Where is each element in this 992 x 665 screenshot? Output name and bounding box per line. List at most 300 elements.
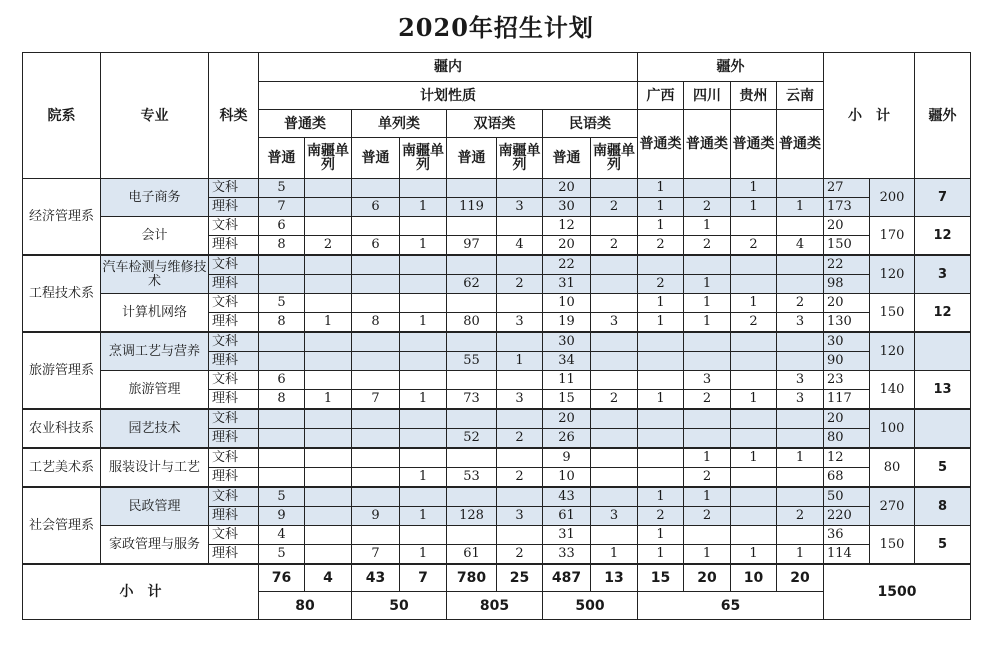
summary-out-total: 65: [638, 592, 824, 620]
plan-value-cell: [777, 526, 824, 545]
header-plan-nature: 计划性质: [259, 82, 638, 110]
plan-value-cell: 30: [543, 332, 591, 352]
plan-value-cell: [400, 217, 447, 236]
plan-value-cell: [591, 409, 638, 429]
plan-value-cell: 26: [543, 429, 591, 449]
track-cell: 理科: [209, 507, 259, 526]
plan-value-cell: 8: [259, 313, 305, 333]
plan-value-cell: [305, 217, 352, 236]
row-subtotal-cell: 98: [824, 275, 870, 294]
major-total-cell: 200: [870, 179, 915, 217]
department-cell: 农业科技系: [23, 409, 101, 448]
plan-value-cell: 1: [638, 313, 684, 333]
plan-value-cell: [259, 448, 305, 468]
summary-cell: 10: [731, 564, 777, 592]
header-cat-putong: 普通类: [259, 110, 352, 138]
plan-value-cell: [400, 294, 447, 313]
plan-value-cell: [638, 255, 684, 275]
plan-value-cell: 1: [684, 545, 731, 565]
major-cell: 家政管理与服务: [101, 526, 209, 565]
plan-value-cell: [447, 409, 497, 429]
plan-value-cell: 1: [400, 507, 447, 526]
table-row: [23, 294, 971, 313]
plan-value-cell: [684, 409, 731, 429]
plan-value-cell: 2: [777, 507, 824, 526]
plan-value-cell: [684, 179, 731, 198]
track-cell: 文科: [209, 448, 259, 468]
plan-value-cell: 1: [638, 487, 684, 507]
plan-value-cell: [352, 332, 400, 352]
plan-value-cell: [305, 507, 352, 526]
header-cat-minyu: 民语类: [543, 110, 638, 138]
plan-value-cell: [305, 429, 352, 449]
plan-value-cell: 4: [259, 526, 305, 545]
summary-cell: 20: [777, 564, 824, 592]
summary-cell: 7: [400, 564, 447, 592]
plan-value-cell: [400, 429, 447, 449]
plan-value-cell: [305, 332, 352, 352]
plan-value-cell: [305, 352, 352, 371]
plan-value-cell: [305, 275, 352, 294]
plan-value-cell: 55: [447, 352, 497, 371]
summary-putong-total: 80: [259, 592, 352, 620]
plan-value-cell: 2: [684, 468, 731, 488]
plan-value-cell: 1: [684, 217, 731, 236]
plan-value-cell: 5: [259, 294, 305, 313]
plan-value-cell: [777, 332, 824, 352]
page-title: 2020年招生计划: [398, 13, 594, 42]
plan-value-cell: 11: [543, 371, 591, 390]
track-cell: 理科: [209, 275, 259, 294]
plan-value-cell: [352, 468, 400, 488]
track-cell: 文科: [209, 371, 259, 390]
plan-value-cell: 1: [400, 545, 447, 565]
plan-value-cell: 3: [591, 507, 638, 526]
track-cell: 文科: [209, 294, 259, 313]
plan-value-cell: [777, 179, 824, 198]
plan-value-cell: 3: [591, 313, 638, 333]
plan-value-cell: [305, 371, 352, 390]
plan-value-cell: [447, 294, 497, 313]
track-cell: 理科: [209, 429, 259, 449]
plan-value-cell: [684, 352, 731, 371]
plan-value-cell: [777, 487, 824, 507]
plan-value-cell: 3: [497, 507, 543, 526]
grand-total: 1500: [824, 564, 971, 620]
department-cell: 工程技术系: [23, 255, 101, 332]
plan-value-cell: [400, 275, 447, 294]
plan-value-cell: [305, 526, 352, 545]
plan-value-cell: 3: [777, 390, 824, 410]
plan-value-cell: 1: [777, 448, 824, 468]
header-guizhou: 贵州: [731, 82, 777, 110]
row-subtotal-cell: 50: [824, 487, 870, 507]
plan-value-cell: 62: [447, 275, 497, 294]
plan-value-cell: 2: [497, 429, 543, 449]
plan-value-cell: [305, 294, 352, 313]
plan-value-cell: [352, 526, 400, 545]
table-row: [23, 332, 971, 352]
major-out-cell: 8: [915, 487, 971, 526]
track-cell: 理科: [209, 468, 259, 488]
plan-value-cell: [497, 294, 543, 313]
plan-value-cell: [731, 487, 777, 507]
track-cell: 文科: [209, 409, 259, 429]
plan-value-cell: 8: [352, 313, 400, 333]
plan-value-cell: 8: [259, 390, 305, 410]
plan-value-cell: [259, 429, 305, 449]
major-total-cell: 150: [870, 526, 915, 565]
header-sichuan-cat: 普通类: [684, 110, 731, 179]
plan-value-cell: [400, 448, 447, 468]
header-sub-nanjiang: 南疆单列: [497, 138, 543, 179]
plan-value-cell: [591, 468, 638, 488]
plan-value-cell: [352, 409, 400, 429]
plan-value-cell: 6: [259, 371, 305, 390]
table-row: [23, 217, 971, 236]
plan-value-cell: [497, 332, 543, 352]
plan-value-cell: 1: [684, 313, 731, 333]
major-out-cell: 12: [915, 217, 971, 256]
summary-cell: 43: [352, 564, 400, 592]
plan-value-cell: [352, 371, 400, 390]
plan-value-cell: [684, 332, 731, 352]
plan-value-cell: [777, 352, 824, 371]
plan-value-cell: [591, 487, 638, 507]
plan-value-cell: [731, 409, 777, 429]
plan-value-cell: 1: [400, 198, 447, 217]
plan-value-cell: 31: [543, 275, 591, 294]
plan-value-cell: [638, 429, 684, 449]
plan-value-cell: [777, 217, 824, 236]
major-cell: 电子商务: [101, 179, 209, 217]
plan-value-cell: [731, 332, 777, 352]
plan-value-cell: 15: [543, 390, 591, 410]
summary-cell: 76: [259, 564, 305, 592]
plan-value-cell: 1: [731, 390, 777, 410]
track-cell: 文科: [209, 332, 259, 352]
plan-value-cell: [447, 448, 497, 468]
plan-value-cell: [352, 429, 400, 449]
major-cell: 计算机网络: [101, 294, 209, 333]
plan-value-cell: 7: [352, 545, 400, 565]
major-cell: 服装设计与工艺: [101, 448, 209, 487]
table-row: [23, 179, 971, 198]
plan-value-cell: [591, 275, 638, 294]
plan-value-cell: 3: [497, 198, 543, 217]
summary-cell: 13: [591, 564, 638, 592]
header-sichuan: 四川: [684, 82, 731, 110]
major-total-cell: 120: [870, 332, 915, 371]
summary-cell: 15: [638, 564, 684, 592]
summary-cell: 25: [497, 564, 543, 592]
plan-value-cell: 1: [638, 217, 684, 236]
plan-value-cell: [400, 332, 447, 352]
plan-value-cell: 1: [305, 390, 352, 410]
track-cell: 理科: [209, 352, 259, 371]
track-cell: 理科: [209, 236, 259, 256]
plan-value-cell: [777, 275, 824, 294]
plan-value-cell: 2: [684, 236, 731, 256]
plan-value-cell: [684, 429, 731, 449]
header-xinjiang-in: 疆内: [259, 53, 638, 82]
header-xinjiang-out: 疆外: [638, 53, 824, 82]
plan-value-cell: [447, 371, 497, 390]
plan-value-cell: 1: [400, 468, 447, 488]
plan-value-cell: [497, 409, 543, 429]
major-total-cell: 270: [870, 487, 915, 526]
plan-value-cell: [447, 526, 497, 545]
plan-value-cell: [777, 429, 824, 449]
plan-value-cell: 43: [543, 487, 591, 507]
plan-value-cell: 33: [543, 545, 591, 565]
plan-value-cell: [638, 371, 684, 390]
header-guangxi: 广西: [638, 82, 684, 110]
plan-value-cell: [684, 255, 731, 275]
plan-value-cell: [591, 526, 638, 545]
row-subtotal-cell: 20: [824, 217, 870, 236]
major-total-cell: 140: [870, 371, 915, 410]
major-cell: 旅游管理: [101, 371, 209, 410]
plan-value-cell: [259, 332, 305, 352]
plan-value-cell: [352, 352, 400, 371]
plan-value-cell: [777, 468, 824, 488]
header-sub-nanjiang: 南疆单列: [591, 138, 638, 179]
plan-value-cell: [352, 294, 400, 313]
plan-value-cell: [497, 448, 543, 468]
row-subtotal-cell: 150: [824, 236, 870, 256]
summary-minyu-total: 500: [543, 592, 638, 620]
plan-value-cell: 2: [638, 275, 684, 294]
plan-value-cell: [259, 409, 305, 429]
plan-value-cell: 97: [447, 236, 497, 256]
plan-value-cell: 80: [447, 313, 497, 333]
plan-value-cell: [447, 255, 497, 275]
plan-value-cell: [591, 371, 638, 390]
row-subtotal-cell: 130: [824, 313, 870, 333]
plan-value-cell: 1: [684, 487, 731, 507]
plan-value-cell: 2: [591, 390, 638, 410]
plan-value-cell: [400, 487, 447, 507]
plan-value-cell: 7: [259, 198, 305, 217]
plan-value-cell: 4: [497, 236, 543, 256]
department-cell: 工艺美术系: [23, 448, 101, 487]
summary-cell: 487: [543, 564, 591, 592]
plan-value-cell: [684, 526, 731, 545]
major-cell: 园艺技术: [101, 409, 209, 448]
plan-value-cell: 5: [259, 545, 305, 565]
header-cat-shuangyu: 双语类: [447, 110, 543, 138]
major-out-cell: 12: [915, 294, 971, 333]
plan-value-cell: [447, 179, 497, 198]
plan-value-cell: 2: [684, 198, 731, 217]
plan-value-cell: 1: [684, 294, 731, 313]
plan-value-cell: [400, 255, 447, 275]
plan-value-cell: 2: [497, 468, 543, 488]
header-dept: 院系: [23, 53, 101, 179]
plan-value-cell: 20: [543, 236, 591, 256]
plan-value-cell: [497, 255, 543, 275]
plan-value-cell: 4: [777, 236, 824, 256]
plan-value-cell: 1: [400, 236, 447, 256]
track-cell: 理科: [209, 313, 259, 333]
major-cell: 烹调工艺与营养: [101, 332, 209, 371]
track-cell: 理科: [209, 198, 259, 217]
major-out-cell: [915, 409, 971, 448]
plan-value-cell: 2: [731, 236, 777, 256]
plan-value-cell: [352, 179, 400, 198]
track-cell: 文科: [209, 217, 259, 236]
enrollment-plan-table: [22, 52, 971, 620]
plan-value-cell: [731, 217, 777, 236]
header-track: 科类: [209, 53, 259, 179]
track-cell: 文科: [209, 526, 259, 545]
plan-value-cell: [259, 352, 305, 371]
plan-value-cell: [591, 217, 638, 236]
plan-value-cell: [731, 468, 777, 488]
table-row: [23, 409, 971, 429]
plan-value-cell: 1: [684, 275, 731, 294]
plan-value-cell: 53: [447, 468, 497, 488]
track-cell: 理科: [209, 390, 259, 410]
plan-value-cell: 30: [543, 198, 591, 217]
plan-value-cell: 128: [447, 507, 497, 526]
plan-value-cell: [638, 468, 684, 488]
header-sub-nanjiang: 南疆单列: [305, 138, 352, 179]
plan-value-cell: [259, 255, 305, 275]
plan-value-cell: 6: [352, 236, 400, 256]
department-cell: 旅游管理系: [23, 332, 101, 409]
major-total-cell: 100: [870, 409, 915, 448]
plan-value-cell: [591, 179, 638, 198]
plan-value-cell: 61: [543, 507, 591, 526]
row-subtotal-cell: 12: [824, 448, 870, 468]
department-cell: 社会管理系: [23, 487, 101, 564]
table-row: [23, 371, 971, 390]
plan-value-cell: 1: [305, 313, 352, 333]
header-cat-danlie: 单列类: [352, 110, 447, 138]
plan-value-cell: [447, 332, 497, 352]
summary-cell: 4: [305, 564, 352, 592]
summary-shuangyu-total: 805: [447, 592, 543, 620]
summary-cell: 20: [684, 564, 731, 592]
plan-value-cell: [497, 371, 543, 390]
major-total-cell: 150: [870, 294, 915, 333]
row-subtotal-cell: 23: [824, 371, 870, 390]
plan-value-cell: [305, 179, 352, 198]
plan-value-cell: 1: [638, 526, 684, 545]
row-subtotal-cell: 90: [824, 352, 870, 371]
header-out-total: 疆外: [915, 53, 971, 179]
table-row: [23, 487, 971, 507]
plan-value-cell: 2: [684, 390, 731, 410]
plan-value-cell: [777, 255, 824, 275]
plan-value-cell: 1: [731, 198, 777, 217]
plan-value-cell: 2: [497, 545, 543, 565]
plan-value-cell: 61: [447, 545, 497, 565]
plan-value-cell: [259, 468, 305, 488]
plan-value-cell: [731, 275, 777, 294]
plan-value-cell: 20: [543, 409, 591, 429]
plan-value-cell: 1: [777, 545, 824, 565]
plan-value-cell: 6: [352, 198, 400, 217]
plan-value-cell: 3: [497, 390, 543, 410]
row-subtotal-cell: 22: [824, 255, 870, 275]
row-subtotal-cell: 220: [824, 507, 870, 526]
plan-value-cell: [305, 487, 352, 507]
plan-value-cell: [305, 545, 352, 565]
plan-value-cell: 31: [543, 526, 591, 545]
plan-value-cell: 5: [259, 179, 305, 198]
plan-value-cell: 52: [447, 429, 497, 449]
plan-value-cell: [305, 448, 352, 468]
plan-value-cell: 2: [305, 236, 352, 256]
header-yunnan-cat: 普通类: [777, 110, 824, 179]
plan-value-cell: [731, 255, 777, 275]
plan-value-cell: [400, 352, 447, 371]
row-subtotal-cell: 173: [824, 198, 870, 217]
plan-value-cell: [731, 507, 777, 526]
plan-value-cell: [638, 332, 684, 352]
plan-value-cell: [497, 217, 543, 236]
plan-value-cell: [352, 255, 400, 275]
plan-value-cell: 9: [352, 507, 400, 526]
plan-value-cell: 10: [543, 468, 591, 488]
plan-value-cell: [777, 409, 824, 429]
plan-value-cell: [447, 217, 497, 236]
major-out-cell: 3: [915, 255, 971, 294]
plan-value-cell: [591, 429, 638, 449]
plan-value-cell: 34: [543, 352, 591, 371]
plan-value-cell: [731, 429, 777, 449]
plan-value-cell: 2: [591, 198, 638, 217]
table-row: [23, 255, 971, 275]
plan-value-cell: 19: [543, 313, 591, 333]
plan-value-cell: 8: [259, 236, 305, 256]
track-cell: 文科: [209, 255, 259, 275]
plan-value-cell: [591, 332, 638, 352]
plan-value-cell: 1: [684, 448, 731, 468]
row-subtotal-cell: 30: [824, 332, 870, 352]
row-subtotal-cell: 114: [824, 545, 870, 565]
plan-value-cell: 1: [731, 294, 777, 313]
header-sub-putong: 普通: [352, 138, 400, 179]
summary-label: 小 计: [23, 564, 259, 620]
track-cell: 文科: [209, 487, 259, 507]
plan-value-cell: [400, 179, 447, 198]
row-subtotal-cell: 117: [824, 390, 870, 410]
plan-value-cell: 1: [400, 390, 447, 410]
row-subtotal-cell: 27: [824, 179, 870, 198]
row-subtotal-cell: 36: [824, 526, 870, 545]
plan-value-cell: [497, 487, 543, 507]
plan-value-cell: 2: [638, 507, 684, 526]
plan-value-cell: [497, 526, 543, 545]
plan-value-cell: 73: [447, 390, 497, 410]
department-cell: 经济管理系: [23, 179, 101, 256]
plan-value-cell: 1: [731, 448, 777, 468]
major-cell: 汽车检测与维修技术: [101, 255, 209, 294]
header-guizhou-cat: 普通类: [731, 110, 777, 179]
plan-value-cell: [591, 352, 638, 371]
plan-value-cell: [731, 526, 777, 545]
plan-value-cell: 1: [638, 390, 684, 410]
plan-value-cell: [638, 409, 684, 429]
plan-value-cell: [352, 448, 400, 468]
plan-value-cell: 2: [591, 236, 638, 256]
plan-value-cell: 2: [777, 294, 824, 313]
plan-value-cell: 1: [638, 179, 684, 198]
